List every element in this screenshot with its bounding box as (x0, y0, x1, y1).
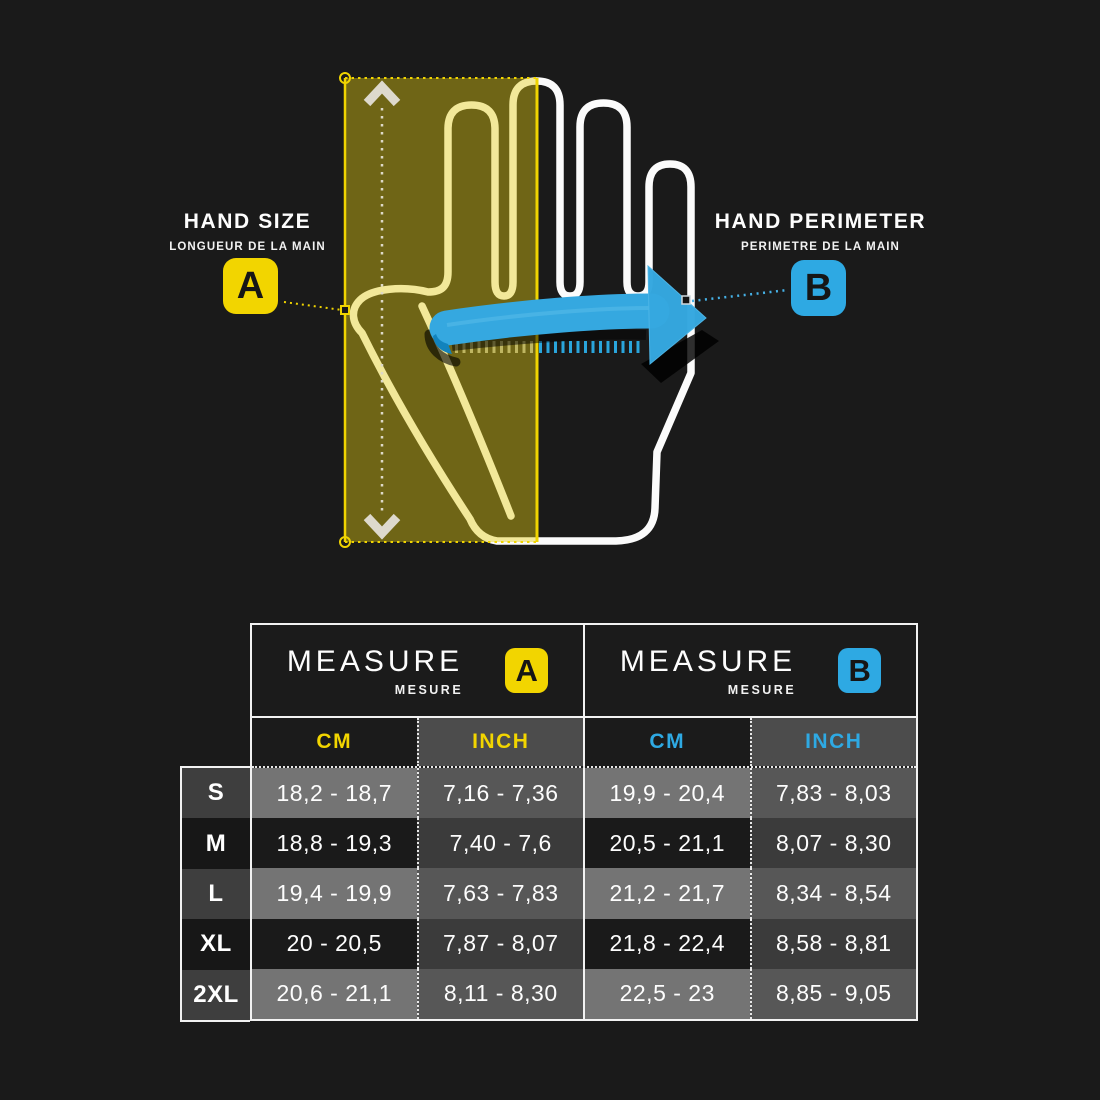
size-label: XL (182, 919, 250, 969)
cell-l-a-cm: 19,4 - 19,9 (252, 868, 417, 918)
measure-b-title-block (620, 645, 796, 697)
measure-a-header (252, 625, 583, 716)
size-label-column (180, 766, 250, 1022)
table-row-m (252, 818, 916, 868)
unit-header-a-cm: CM (252, 718, 417, 766)
cell-2xl-b-cm: 22,5 - 23 (583, 969, 750, 1019)
cell-l-b-inch: 8,34 - 8,54 (750, 868, 917, 918)
size-label: S (182, 768, 250, 818)
table-row-2xl (252, 969, 916, 1019)
table-row-l (252, 868, 916, 918)
cell-m-a-inch: 7,40 - 7,6 (417, 818, 584, 868)
measure-b-subtitle: MESURE (727, 682, 797, 697)
hand-size-title: HAND SIZE (183, 210, 312, 233)
size-label: 2XL (182, 970, 250, 1020)
measure-a-subtitle: MESURE (394, 682, 464, 697)
measure-b-badge: B (791, 260, 846, 316)
measure-a-title-block (287, 645, 463, 697)
unit-header-row (252, 716, 916, 768)
cell-s-a-cm: 18,2 - 18,7 (252, 768, 417, 818)
table-row-s (252, 768, 916, 818)
cell-xl-b-cm: 21,8 - 22,4 (583, 919, 750, 969)
cell-m-b-cm: 20,5 - 21,1 (583, 818, 750, 868)
hand-perimeter-title: HAND PERIMETER (714, 210, 927, 233)
connector-a-dotted-line (284, 302, 342, 310)
size-table (250, 623, 918, 1021)
measure-b-header (583, 625, 916, 716)
size-label: L (182, 869, 250, 919)
measure-a-header-badge: A (505, 648, 548, 693)
cell-l-a-inch: 7,63 - 7,83 (417, 868, 584, 918)
unit-header-b-cm: CM (583, 718, 750, 766)
cell-2xl-b-inch: 8,85 - 9,05 (750, 969, 917, 1019)
table-row-xl (252, 919, 916, 969)
connector-b-handle (682, 296, 690, 304)
measure-b-header-badge: B (838, 648, 881, 693)
cell-s-b-cm: 19,9 - 20,4 (583, 768, 750, 818)
table-header-row (252, 625, 916, 716)
size-label: M (182, 818, 250, 868)
measure-b-title: MEASURE (619, 644, 797, 678)
cell-s-a-inch: 7,16 - 7,36 (417, 768, 584, 818)
unit-header-b-inch: INCH (750, 718, 917, 766)
cell-xl-a-inch: 7,87 - 8,07 (417, 919, 584, 969)
cell-xl-a-cm: 20 - 20,5 (252, 919, 417, 969)
cell-m-b-inch: 8,07 - 8,30 (750, 818, 917, 868)
hand-perimeter-subtitle: PERIMETRE DE LA MAIN (741, 241, 900, 253)
cell-2xl-a-cm: 20,6 - 21,1 (252, 969, 417, 1019)
measure-a-title: MEASURE (286, 644, 464, 678)
cell-m-a-cm: 18,8 - 19,3 (252, 818, 417, 868)
hand-size-label (130, 210, 365, 253)
cell-xl-b-inch: 8,58 - 8,81 (750, 919, 917, 969)
cell-s-b-inch: 7,83 - 8,03 (750, 768, 917, 818)
cell-2xl-a-inch: 8,11 - 8,30 (417, 969, 584, 1019)
measure-a-badge: A (223, 258, 278, 314)
cell-l-b-cm: 21,2 - 21,7 (583, 868, 750, 918)
hand-perimeter-label (703, 210, 938, 253)
connector-b-dotted-line (692, 290, 788, 301)
unit-header-a-inch: INCH (417, 718, 584, 766)
hand-size-subtitle: LONGUEUR DE LA MAIN (169, 241, 326, 253)
